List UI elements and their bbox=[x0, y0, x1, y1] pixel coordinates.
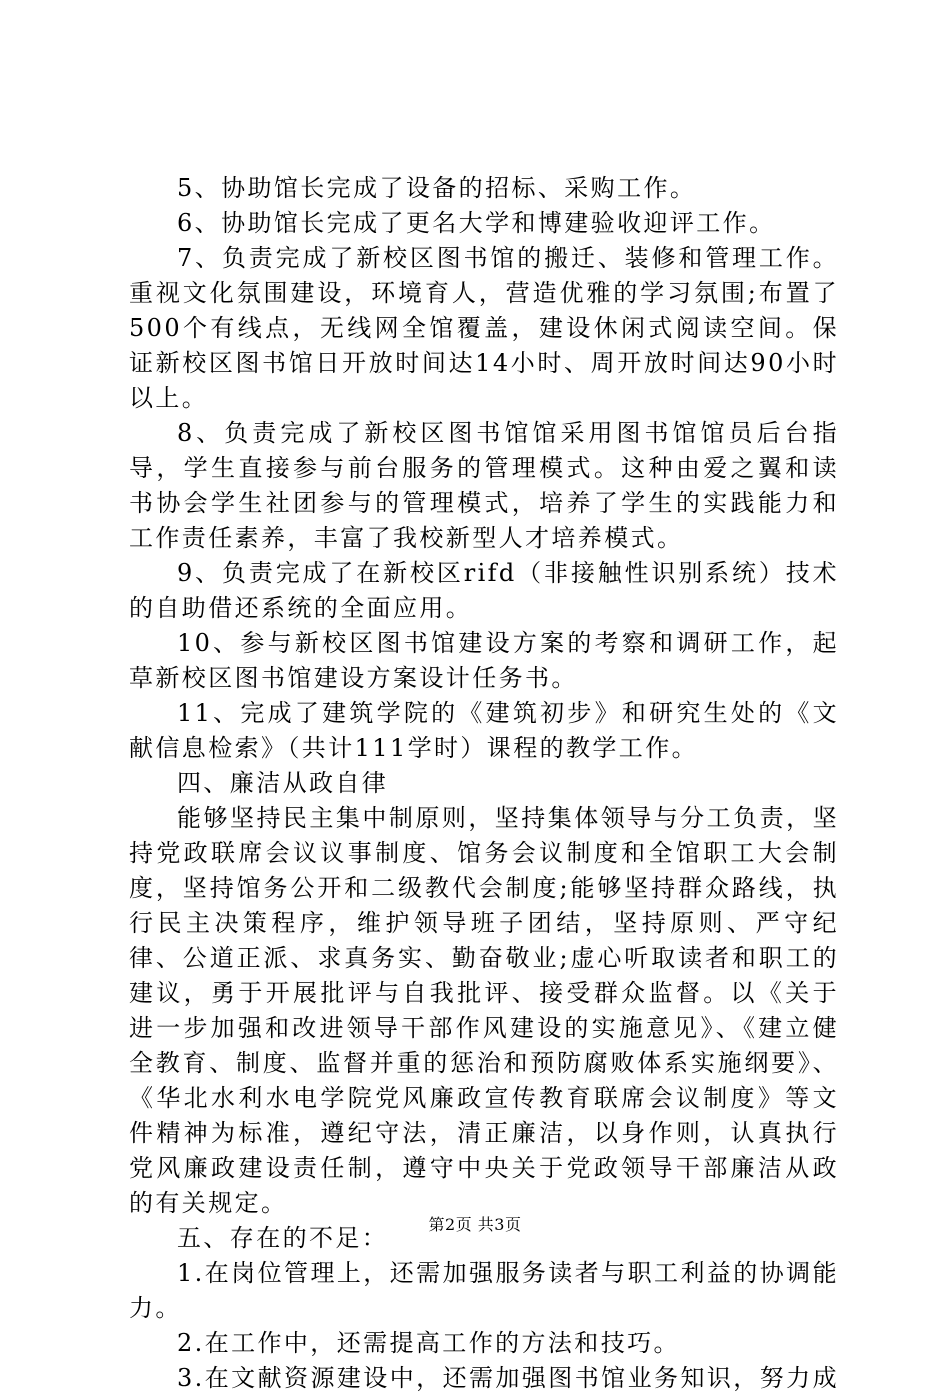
page-number: 第2页 共3页 bbox=[428, 1215, 522, 1234]
paragraph-item-11: 11、完成了建筑学院的《建筑初步》和研究生处的《文献信息检索》（共计111学时）课程的教学工作。 bbox=[129, 699, 839, 762]
shortcoming-item-2: 2.在工作中，还需提高工作的方法和技巧。 bbox=[177, 1329, 680, 1357]
section-heading-shortcomings: 五、存在的不足： bbox=[177, 1224, 389, 1252]
paragraph-item-10: 10、参与新校区图书馆建设方案的考察和调研工作，起草新校区图书馆建设方案设计任务书。 bbox=[129, 629, 839, 692]
paragraph-item-9: 9、负责完成了在新校区rifd（非接触性识别系统）技术的自助借还系统的全面应用。 bbox=[129, 559, 839, 622]
paragraph-item-7: 7、负责完成了新校区图书馆的搬迁、装修和管理工作。重视文化氛围建设，环境育人，营造优雅的学习氛围;布置了500个有线点，无线网全馆覆盖，建设休闲式阅读空间。保证新校区图书馆日开放时间达14小时、周开放时间达90小时以上。 bbox=[129, 244, 839, 412]
section-heading-integrity: 四、廉洁从政自律 bbox=[177, 769, 389, 797]
paragraph-item-8: 8、负责完成了新校区图书馆馆采用图书馆馆员后台指导，学生直接参与前台服务的管理模式。这种由爱之翼和读书协会学生社团参与的管理模式，培养了学生的实践能力和工作责任素养，丰富了我校新型人才培养模式。 bbox=[129, 419, 839, 552]
document-body bbox=[129, 171, 839, 1396]
paragraph-integrity: 能够坚持民主集中制原则，坚持集体领导与分工负责，坚持党政联席会议议事制度、馆务会议制度和全馆职工大会制度，坚持馆务公开和二级教代会制度;能够坚持群众路线，执行民主决策程序，维护领导班子团结，坚持原则、严守纪律、公道正派、求真务实、勤奋敬业;虚心听取读者和职工的建议，勇于开展批评与自我批评、接受群众监督。以《关于进一步加强和改进领导干部作风建设的实施意见》、《建立健全教育、制度、监督并重的惩治和预防腐败体系实施纲要》、《华北水利水电学院党风廉政宣传教育联席会议制度》等文件精神为标准，遵纪守法，清正廉洁，以身作则，认真执行党风廉政建设责任制，遵守中央关于党政领导干部廉洁从政的有关规定。 bbox=[129, 804, 839, 1217]
paragraph-item-6: 6、协助馆长完成了更名大学和博建验收迎评工作。 bbox=[177, 209, 776, 237]
shortcoming-item-1: 1.在岗位管理上，还需加强服务读者与职工利益的协调能力。 bbox=[129, 1259, 839, 1322]
shortcoming-item-3: 3.在文献资源建设中，还需加强图书馆业务知识，努力成 bbox=[177, 1364, 839, 1392]
paragraph-item-5: 5、协助馆长完成了设备的招标、采购工作。 bbox=[177, 174, 697, 202]
